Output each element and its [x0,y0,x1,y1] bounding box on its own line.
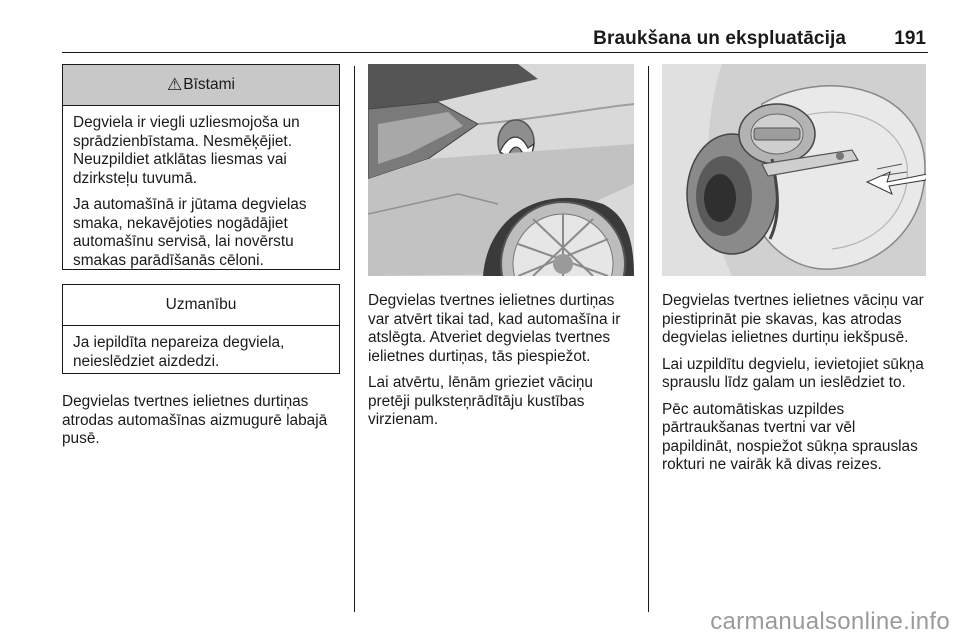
danger-paragraph: Ja automašīnā ir jūtama degvielas smaka, nekavējoties nogādājiet automašīnu servisā, lai novērstu smakas parādīšanās cēloni. [73,196,307,269]
body-paragraph: Lai uzpildītu degvielu, ievietojiet sūkņa sprauslu līdz galam un ieslēdziet to. [662,355,924,391]
fuel-cap-clip-illustration [662,64,926,276]
body-paragraph: Pēc automātiskas uzpildes pārtraukšanas tvertni var vēl papildināt, nospiežot sūkņa sprauslas rokturi ne vairāk kā divas reizes. [662,400,918,473]
column-1-text [62,393,340,449]
danger-box [62,64,340,270]
caution-box [62,284,340,374]
column-1 [62,64,340,449]
caution-box-body [63,326,339,379]
column-2 [368,64,634,430]
body-paragraph: Degvielas tvertnes ielietnes durtiņas atrodas automašīnas aizmugurē labajā pusē. [62,393,328,447]
column-divider-1 [354,66,355,612]
page-number: 191 [894,28,926,49]
caution-box-header [63,285,339,326]
car-fuel-door-illustration [368,64,634,276]
column-3-text [662,292,926,475]
danger-box-heading: Bīstami [183,76,235,93]
page-header [62,26,928,53]
body-paragraph: Degvielas tvertnes ielietnes durtiņas var atvērt tikai tad, kad automašīna ir atslēgta. Atveriet degvielas tvertnes ielietnes durtiņas, tās piespiežot. [368,292,621,365]
warning-triangle-icon: ⚠ [167,75,183,94]
car-rear-quarter-illustration [368,64,634,276]
watermark: carmanualsonline.info [710,608,950,635]
fuel-filler-open-illustration [662,64,926,276]
danger-paragraph: Degviela ir viegli uzliesmojoša un sprādzienbīstama. Nesmēķējiet. Neuzpildiet atklātas liesmas vai dzirksteļu tuvumā. [73,114,300,187]
danger-box-header [63,65,339,106]
column-divider-2 [648,66,649,612]
body-paragraph: Degvielas tvertnes ielietnes vāciņu var piestiprināt pie skavas, kas atrodas degvielas ielietnes durtiņu iekšpusē. [662,292,924,346]
caution-box-heading: Uzmanību [165,296,237,313]
column-3 [662,64,926,475]
column-2-text [368,292,634,430]
caution-paragraph: Ja iepildīta nepareiza degviela, neieslēdziet aizdedzi. [73,334,285,370]
section-title: Braukšana un ekspluatācija [593,28,846,49]
body-paragraph: Lai atvērtu, lēnām grieziet vāciņu pretēji pulksteņrādītāju kustības virzienam. [368,374,593,428]
danger-box-body [63,106,339,278]
